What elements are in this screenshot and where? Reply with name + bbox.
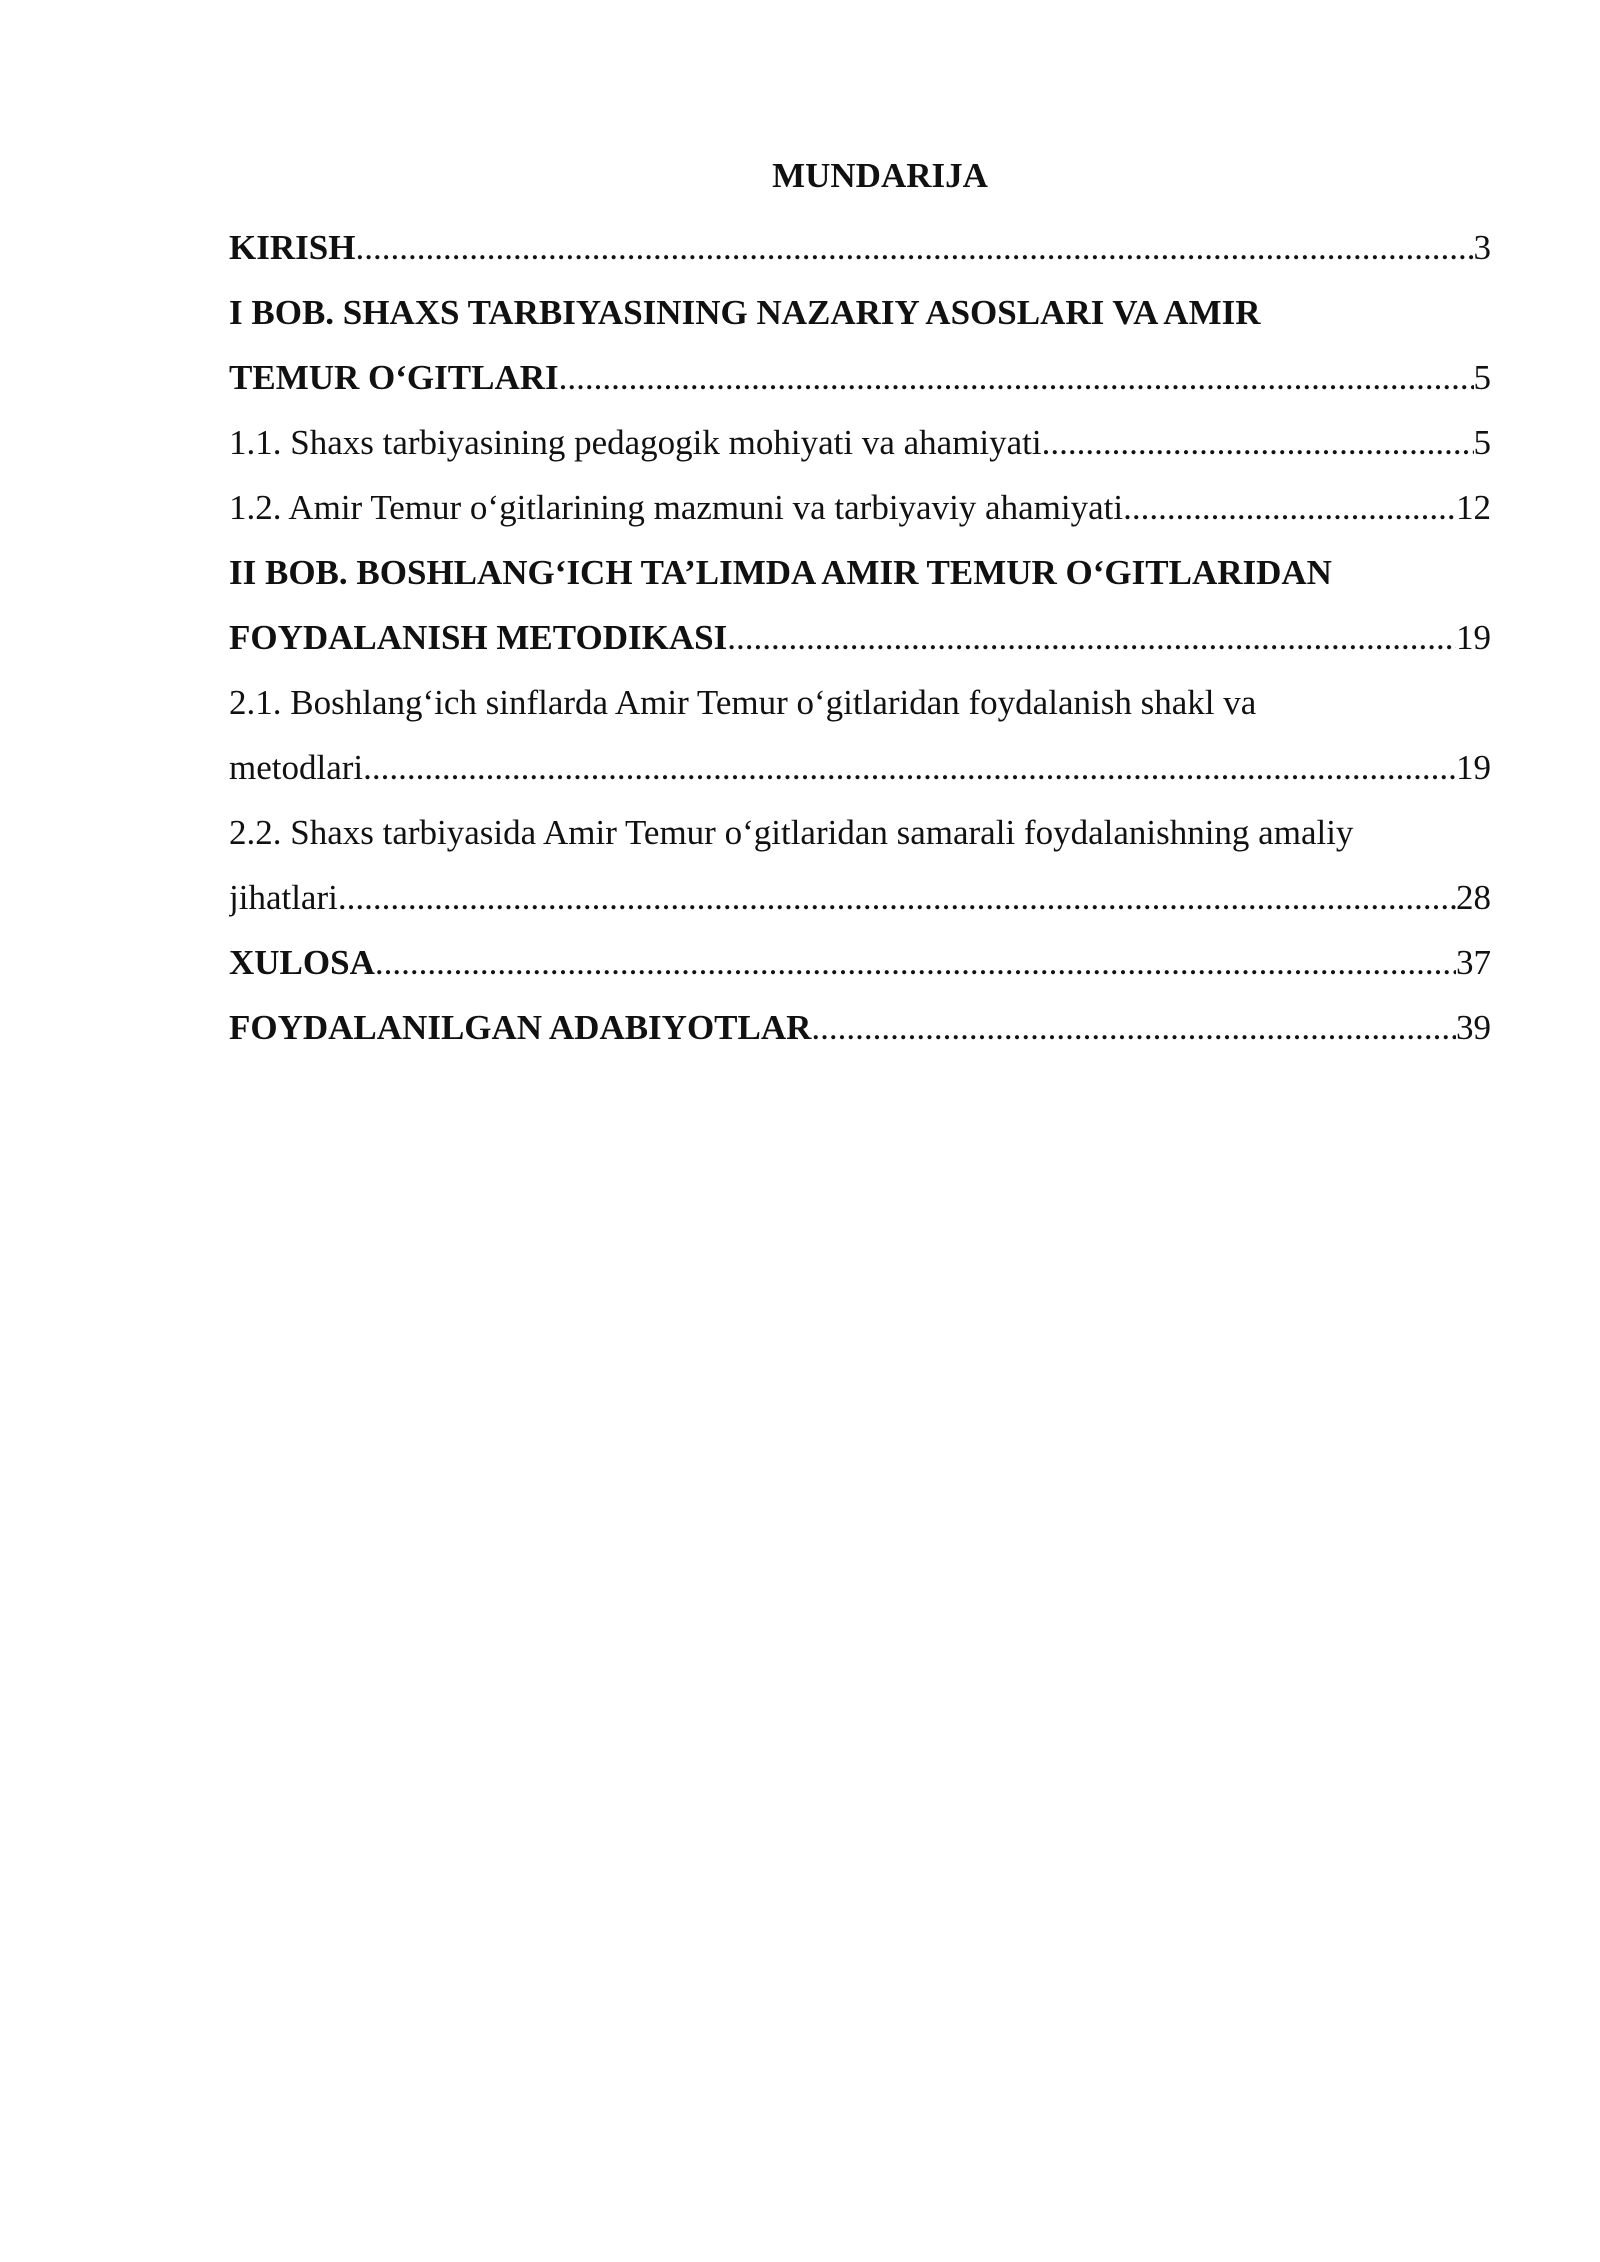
toc-entry-chapter-2[interactable] — [229, 605, 1491, 670]
toc-title: MUNDARIJA — [772, 156, 988, 195]
toc-entry-kirish[interactable] — [229, 215, 1491, 280]
toc-entry-section-2-1[interactable] — [229, 735, 1491, 800]
toc-entry-section-2-2-line-1[interactable] — [229, 800, 1491, 865]
toc-entry-label: FOYDALANISH METODIKASI — [229, 618, 728, 657]
toc-page-number: 19 — [1456, 618, 1491, 657]
toc-entry-chapter-1[interactable] — [229, 345, 1491, 410]
toc-entry-label: I BOB. SHAXS TARBIYASINING NAZARIY ASOSLARI VA AMIR — [229, 293, 1261, 332]
toc-entry-section-2-2[interactable] — [229, 865, 1491, 930]
toc-entry-section-2-1-line-1[interactable] — [229, 670, 1491, 735]
toc-entry-label: KIRISH — [229, 228, 356, 267]
toc-entry-chapter-1-line-1[interactable] — [229, 280, 1491, 345]
dot-leader — [559, 345, 1474, 410]
toc-page-number: 3 — [1473, 228, 1491, 267]
toc-entry-label: 2.1. Boshlang‘ich sinflarda Amir Temur o‘gitlaridan foydalanish shakl va — [229, 683, 1257, 722]
toc-page-number: 28 — [1456, 878, 1491, 917]
toc-entry-xulosa[interactable] — [229, 930, 1491, 995]
toc-entry-label: metodlari — [229, 748, 364, 787]
toc-entry-bibliography[interactable] — [229, 995, 1491, 1060]
dot-leader — [811, 995, 1456, 1060]
toc-entry-label: 1.1. Shaxs tarbiyasining pedagogik mohiyati va ahamiyati — [229, 423, 1042, 462]
toc-page-number: 19 — [1456, 748, 1491, 787]
toc-page-number: 37 — [1456, 943, 1491, 982]
dot-leader — [1123, 475, 1456, 540]
toc-entry-label: 2.2. Shaxs tarbiyasida Amir Temur o‘gitlaridan samarali foydalanishning amaliy — [229, 813, 1354, 852]
toc-entry-label: jihatlari — [229, 878, 338, 917]
toc-page-number: 5 — [1473, 358, 1491, 397]
dot-leader — [1042, 410, 1474, 475]
dot-leader — [363, 735, 1456, 800]
toc-entry-label: XULOSA — [229, 943, 375, 982]
toc-page-number: 39 — [1456, 1008, 1491, 1047]
toc-entry-label: FOYDALANILGAN ADABIYOTLAR — [229, 1008, 812, 1047]
dot-leader — [355, 215, 1473, 280]
table-of-contents — [229, 150, 1491, 1060]
toc-page-number: 12 — [1456, 488, 1491, 527]
toc-entry-chapter-2-line-1[interactable] — [229, 540, 1491, 605]
toc-entry-label: 1.2. Amir Temur o‘gitlarining mazmuni va tarbiyaviy ahamiyati — [229, 488, 1124, 527]
toc-entry-section-1-1[interactable] — [229, 410, 1491, 475]
toc-entry-section-1-2[interactable] — [229, 475, 1491, 540]
toc-entry-label: II BOB. BOSHLANG‘ICH TA’LIMDA AMIR TEMUR O‘GITLARIDAN — [229, 553, 1332, 592]
dot-leader — [338, 865, 1456, 930]
dot-leader — [727, 605, 1456, 670]
toc-page-number: 5 — [1473, 423, 1491, 462]
dot-leader — [375, 930, 1456, 995]
toc-entry-label: TEMUR O‘GITLARI — [229, 358, 559, 397]
